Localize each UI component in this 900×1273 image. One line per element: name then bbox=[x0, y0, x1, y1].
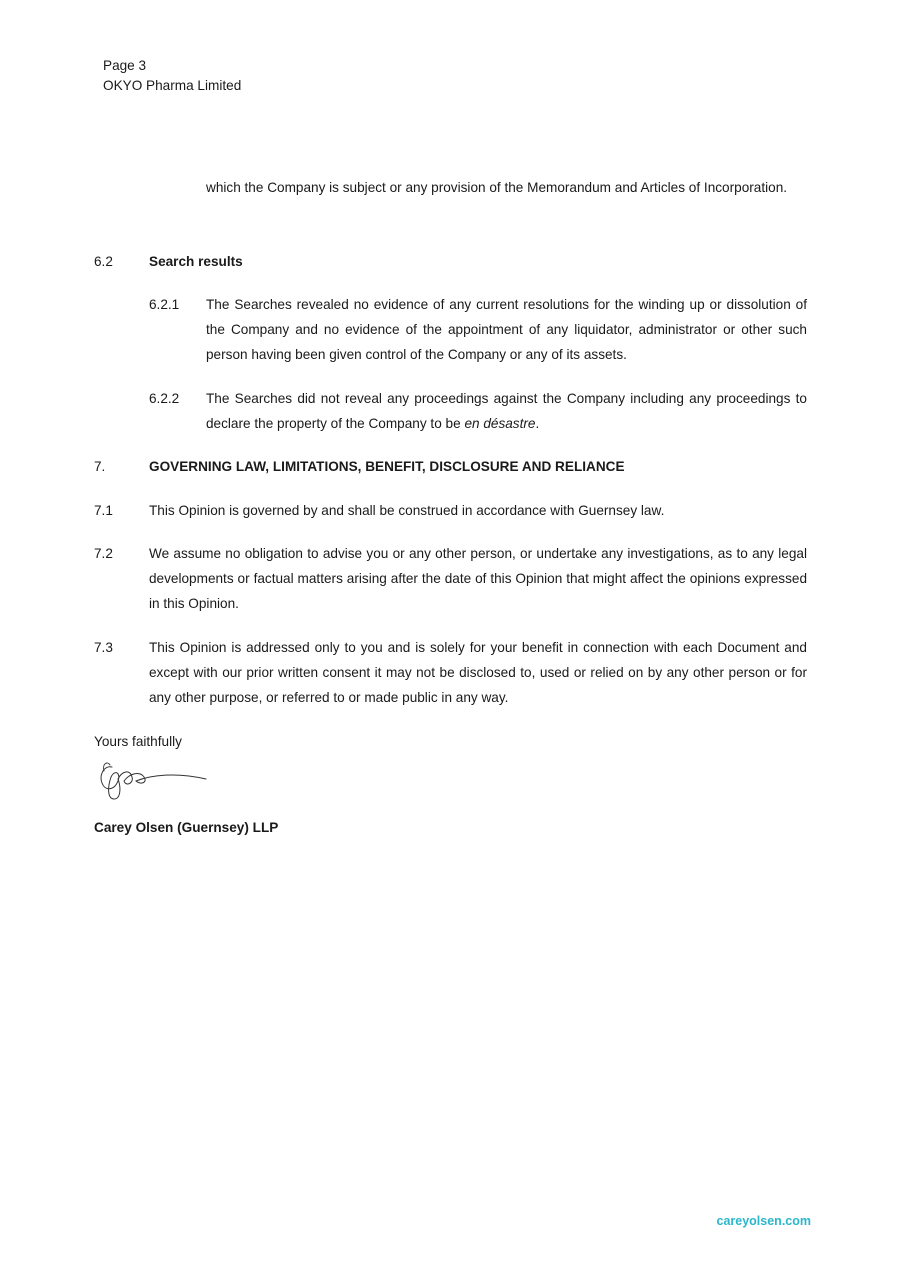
clause-7-2-text: We assume no obligation to advise you or any other person, or undertake any investigations, as to any legal developments or factual matters arising after the date of this Opinion that might affect the opinions expressed in this Opinion. bbox=[149, 546, 807, 611]
section-6-2-title: Search results bbox=[149, 254, 243, 269]
clause-7-1-number: 7.1 bbox=[94, 503, 113, 518]
section-7-number: 7. bbox=[94, 459, 106, 474]
handwritten-signature bbox=[96, 757, 211, 805]
clause-7-3-text: This Opinion is addressed only to you and is solely for your benefit in connection with each Document and except with our prior written consent it may not be disclosed to, used or relied on by any other person or for any other purpose, or referred to or made public in any way. bbox=[149, 640, 807, 705]
clause-7-3-number: 7.3 bbox=[94, 640, 113, 655]
clause-6-2-2-number: 6.2.2 bbox=[149, 391, 180, 406]
clause-7-2-number: 7.2 bbox=[94, 546, 113, 561]
closing-salutation: Yours faithfully bbox=[94, 734, 182, 749]
clause-7-1-text: This Opinion is governed by and shall be construed in accordance with Guernsey law. bbox=[149, 503, 665, 518]
clause-6-2-2-text-end: . bbox=[535, 416, 540, 431]
section-7-title: GOVERNING LAW, LIMITATIONS, BENEFIT, DISCLOSURE AND RELIANCE bbox=[149, 459, 625, 474]
section-6-2-number: 6.2 bbox=[94, 254, 113, 269]
clause-6-2-1-number: 6.2.1 bbox=[149, 297, 180, 312]
continuation-paragraph: which the Company is subject or any provision of the Memorandum and Articles of Incorporation. bbox=[206, 180, 788, 195]
page-header bbox=[103, 56, 241, 96]
clause-6-2-2-italic-term: en désastre bbox=[464, 416, 536, 431]
clause-6-2-2-text bbox=[206, 386, 807, 436]
company-name: OKYO Pharma Limited bbox=[103, 78, 242, 93]
clause-6-2-1-text: The Searches revealed no evidence of any current resolutions for the winding up or dissolution of the Company and no evidence of the appointment of any liquidator, administrator or other such person having been given control of the Company or any of its assets. bbox=[206, 297, 807, 362]
page-number: Page 3 bbox=[103, 58, 147, 73]
clause-6-2-2-text-main: The Searches did not reveal any proceedings against the Company including any proceedings to declare the property of the Company to be bbox=[206, 391, 807, 431]
signatory-name: Carey Olsen (Guernsey) LLP bbox=[94, 820, 279, 835]
footer-website: careyolsen.com bbox=[716, 1214, 811, 1228]
